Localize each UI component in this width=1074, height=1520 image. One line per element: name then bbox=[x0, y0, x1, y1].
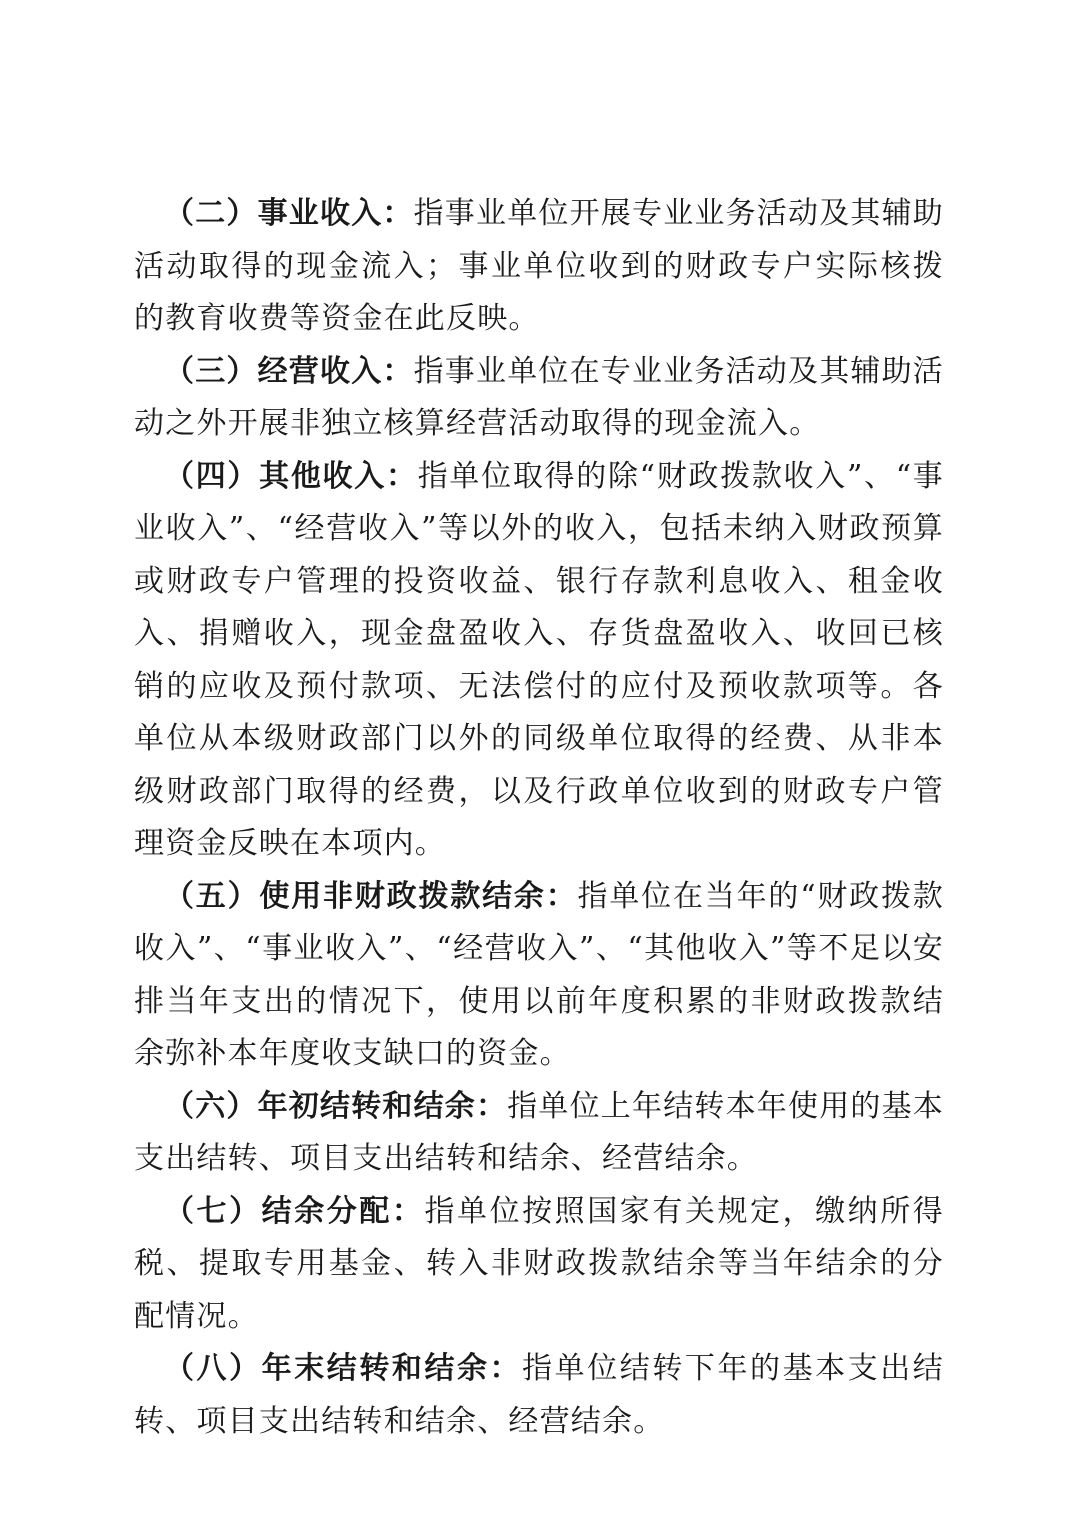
paragraph-heading: （八）年末结转和结余： bbox=[164, 1351, 523, 1386]
paragraph-surplus-distribution bbox=[134, 1186, 944, 1344]
paragraph-body: 指事业单位开展专业业务活动及其辅助活动取得的现金流入；事业单位收到的财政专户实际核拨的教育收费等资金在此反映。 bbox=[134, 196, 945, 336]
paragraph-heading: （二）事业收入： bbox=[164, 196, 414, 231]
paragraph-heading: （五）使用非财政拨款结余： bbox=[164, 878, 578, 914]
paragraph-body: 指单位取得的除“财政拨款收入”、“事业收入”、“经营收入”等以外的收入，包括未纳入财政预算或财政专户管理的投资收益、银行存款利息收入、租金收入、捐赠收入，现金盘盈收入、存货盘盈收入、收回已核销的应收及预付款项、无法偿付的应付及预收款项等。各单位从本级财政部门以外的同级单位取得的经费、从非本级财政部门取得的经费，以及行政单位收到的财政专户管理资金反映在本项内。 bbox=[134, 458, 944, 861]
paragraph-non-fiscal-surplus bbox=[134, 871, 944, 1081]
paragraph-heading: （七）结余分配： bbox=[164, 1193, 425, 1229]
paragraph-closing-carryover bbox=[134, 1343, 944, 1448]
document-page bbox=[134, 188, 944, 1448]
paragraph-body: 指单位在当年的“财政拨款收入”、“事业收入”、“经营收入”、“其他收入”等不足以安排当年支出的情况下，使用以前年度积累的非财政拨款结余弥补本年度收支缺口的资金。 bbox=[134, 878, 944, 1071]
paragraph-body: 指事业单位在专业业务活动及其辅助活动之外开展非独立核算经营活动取得的现金流入。 bbox=[134, 353, 945, 441]
paragraph-body: 指单位结转下年的基本支出结转、项目支出结转和结余、经营结余。 bbox=[134, 1351, 944, 1439]
paragraph-heading: （六）年初结转和结余： bbox=[164, 1088, 508, 1124]
paragraph-opening-carryover bbox=[134, 1081, 944, 1186]
paragraph-heading: （三）经营收入： bbox=[164, 353, 414, 389]
paragraph-heading: （四）其他收入： bbox=[164, 458, 418, 494]
paragraph-operating-income bbox=[134, 346, 944, 451]
paragraph-body: 指单位上年结转本年使用的基本支出结转、项目支出结转和结余、经营结余。 bbox=[134, 1088, 945, 1176]
paragraph-body: 指单位按照国家有关规定，缴纳所得税、提取专用基金、转入非财政拨款结余等当年结余的分配情况。 bbox=[134, 1193, 944, 1334]
paragraph-business-income bbox=[134, 188, 944, 346]
paragraph-other-income bbox=[134, 451, 944, 871]
